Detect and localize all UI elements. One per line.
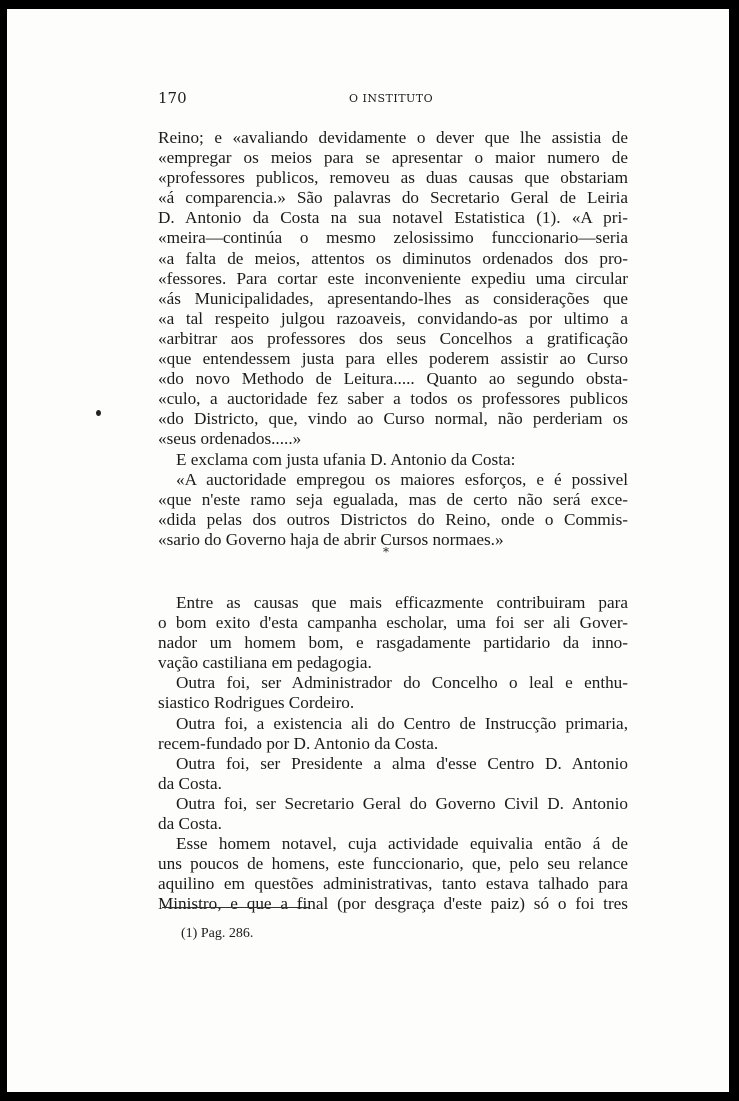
- text-line: «que n'este ramo seja egualada, mas de certo não será exce-: [158, 489, 628, 509]
- running-title: O INSTITUTO: [349, 92, 434, 105]
- text-line: siastico Rodrigues Cordeiro.: [158, 693, 355, 713]
- text-line: «fessores. Para cortar este inconveniente expediu uma circular: [158, 268, 628, 288]
- text-line: «sario do Governo haja de abrir Cursos normaes.»: [158, 529, 504, 549]
- text-line: «dida pelas dos outros Districtos do Reino, onde o Commis-: [158, 509, 628, 529]
- text-line: uns poucos de homens, este funccionario, que, pelo seu relance: [158, 854, 628, 874]
- text-line: Outra foi, ser Presidente a alma d'esse Centro D. Antonio: [176, 753, 628, 773]
- text-line: «á comparencia.» São palavras do Secretario Geral de Leiria: [158, 188, 628, 208]
- page-number: 170: [158, 89, 187, 107]
- text-line: «arbitrar aos professores dos seus Concelhos a gratificação: [158, 328, 628, 348]
- text-line: «seus ordenados.....»: [158, 429, 302, 449]
- text-line: Ministro, e que a final (por desgraça d'este paiz) só o foi tres: [158, 894, 628, 914]
- text-line: «meira—continúa o mesmo zelosissimo funccionario—seria: [158, 228, 628, 248]
- page-header: [158, 89, 628, 111]
- footnote: (1) Pag. 286.: [181, 926, 254, 941]
- text-line: E exclama com justa ufania D. Antonio da Costa:: [176, 449, 516, 469]
- text-line: da Costa.: [158, 814, 222, 834]
- text-line: o bom exito d'esta campanha escholar, uma foi ser ali Gover-: [158, 613, 628, 633]
- section-separator: *: [383, 545, 389, 559]
- text-line: vação castiliana em pedagogia.: [158, 653, 372, 673]
- text-line: «que entendessem justa para elles poderem assistir ao Curso: [158, 349, 628, 369]
- text-line: recem-fundado por D. Antonio da Costa.: [158, 733, 439, 753]
- text-line: «ás Municipalidades, apresentando-lhes as considerações que: [158, 288, 628, 308]
- text-line: nador um homem bom, e rasgadamente partidario da inno-: [158, 633, 628, 653]
- text-line: Reino; e «avaliando devidamente o dever que lhe assistia de: [158, 128, 628, 147]
- text-line: Outra foi, ser Secretario Geral do Governo Civil D. Antonio: [176, 793, 628, 813]
- text-line: «do Districto, que, vindo ao Curso normal, não perderiam os: [158, 409, 628, 429]
- text-line: «empregar os meios para se apresentar o maior numero de: [158, 148, 628, 168]
- text-block-1: [158, 128, 628, 550]
- text-line: «a tal respeito julgou razoaveis, convidando-as por ultimo a: [158, 308, 628, 328]
- text-line: «A auctoridade empregou os maiores esforços, e é possivel: [176, 469, 628, 489]
- text-line: «culo, a auctoridade fez saber a todos os professores publicos: [158, 389, 628, 409]
- text-line: D. Antonio da Costa na sua notavel Estatistica (1). «A pri-: [158, 208, 628, 228]
- text-block-2: [158, 593, 628, 915]
- text-line: «a falta de meios, attentos os diminutos ordenados dos pro-: [158, 248, 628, 268]
- text-line: Entre as causas que mais efficazmente contribuiram para: [176, 593, 628, 612]
- text-line: aquilino em questões administrativas, tanto estava talhado para: [158, 874, 628, 894]
- margin-mark: [96, 410, 101, 416]
- text-line: Esse homem notavel, cuja actividade equivalia então á de: [176, 834, 628, 854]
- text-line: «professores publicos, removeu as duas causas que obstariam: [158, 168, 628, 188]
- text-line: Outra foi, a existencia ali do Centro de Instrucção primaria,: [176, 713, 628, 733]
- text-line: «do novo Methodo de Leitura..... Quanto ao segundo obsta-: [158, 369, 628, 389]
- text-line: Outra foi, ser Administrador do Concelho o leal e enthu-: [176, 673, 628, 693]
- text-line: da Costa.: [158, 773, 222, 793]
- footnote-rule: [162, 907, 310, 908]
